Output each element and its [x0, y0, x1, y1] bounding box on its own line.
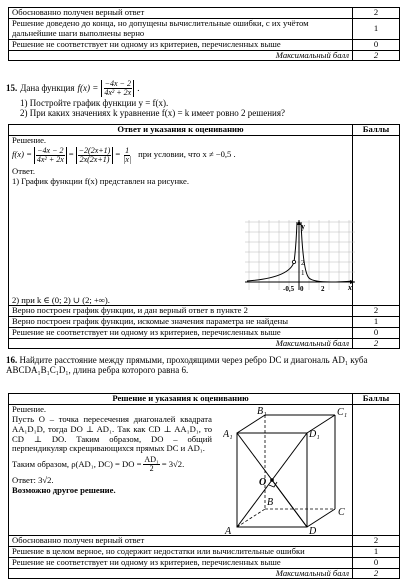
criterion-score: 0 — [353, 327, 400, 338]
criterion-text: Решение не соответствует ни одному из критериев, перечисленных выше — [9, 557, 353, 568]
max-score-value: 2 — [353, 50, 400, 61]
criterion-text: Решение в целом верное, но содержит недостатки или вычислительные ошибки — [9, 546, 353, 557]
table-row — [9, 546, 400, 557]
function-label: f(x) = — [77, 83, 99, 94]
solution-body: Пусть O – точка пересечения диагоналей квадрата AA₁D₁D, тогда DO ⊥ AD₁. Так как CD ⊥ AA₁D₁, то CD ⊥ DO. Таким образом, DO – общий перпендикуляр скрещивающихся прямых DC и AD₁. — [12, 413, 212, 454]
criterion-score: 0 — [353, 39, 400, 50]
criterion-score: 0 — [353, 557, 400, 568]
sol-f-label: f(x) = — [12, 149, 32, 160]
criterion-score: 1 — [353, 546, 400, 557]
criterion-score: 2 — [353, 535, 400, 546]
max-score-label: Максимальный балл — [9, 568, 353, 579]
criterion-score: 1 — [353, 18, 400, 39]
task15-table — [8, 124, 400, 349]
question-1: 1) Постройте график функции y = f(x). — [20, 98, 169, 108]
label-C: C — [338, 506, 345, 518]
table-row — [9, 316, 400, 327]
answer-1: 1) График функции f(x) представлен на рисунке. — [12, 175, 189, 186]
function-numerator: −4x − 2 — [104, 79, 131, 88]
solution-score-cell — [353, 404, 400, 535]
table-row — [9, 557, 400, 568]
x-tick-neg: -0,5 — [283, 284, 295, 292]
function-denominator: 4x² + 2x — [104, 88, 132, 97]
solution-label: Решение. — [12, 134, 47, 145]
function-abs — [101, 80, 134, 97]
criterion-text: Обоснованно получен верный ответ — [9, 535, 353, 546]
task-intro: Найдите расстояние между прямыми, проходящими через ребро DC и диагональ AD₁ куба ABCDA₁B₁C₁D₁, длина ребра которого равна 6. — [6, 355, 368, 376]
top-criteria-table — [8, 7, 400, 61]
label-A1: A₁ — [223, 428, 233, 440]
table-header-row — [9, 125, 400, 136]
criterion-text: Обоснованно получен верный ответ — [9, 8, 353, 19]
answer-2: 2) при k ∈ (0; 2) ∪ (2; +∞). — [12, 294, 110, 305]
task-number: 16. — [6, 355, 18, 365]
max-row — [9, 338, 400, 349]
max-score-value: 2 — [353, 338, 400, 349]
question-2: 2) При каких значениях k уравнение f(x) = k имеет ровно 2 решения? — [20, 108, 285, 119]
formula-num: AD₁ — [144, 455, 159, 465]
graph-branch-left-lower — [247, 262, 294, 281]
point-O — [270, 478, 274, 482]
max-row — [9, 50, 400, 61]
table-row — [9, 535, 400, 546]
solution-row — [9, 404, 400, 535]
y-tick-1: 1 — [301, 268, 305, 277]
distance-formula: Таким образом, ρ(AD₁, DC) = DO = — [12, 458, 142, 469]
x-axis-label: x — [348, 282, 352, 292]
x-tick-0: 0 — [300, 284, 304, 292]
x-tick-2: 2 — [321, 284, 325, 292]
table-header-row — [9, 394, 400, 405]
label-B1: B₁ — [257, 406, 267, 417]
answer: Ответ: 3√2. — [12, 475, 54, 486]
criterion-score: 2 — [353, 305, 400, 316]
other-solution-note: Возможно другое решение. — [12, 485, 116, 496]
task-number: 15. — [6, 83, 18, 94]
max-row — [9, 568, 400, 579]
max-score-label: Максимальный балл — [9, 50, 353, 61]
function-graph — [245, 220, 357, 292]
table-row — [9, 18, 400, 39]
solution-score-cell — [353, 135, 400, 305]
task-intro: Дана функция — [20, 83, 75, 94]
max-score-label: Максимальный балл — [9, 338, 353, 349]
task16-table — [8, 393, 400, 579]
task15-statement: 15. Дана функция f(x) = $\frac{-4x - 2}{\text{4x² + 2x}}$ . 1) Постройте график функции y = f(x). 2) При каких значениях k уравнение f(x) = k имеет ровно 2 решения? — [6, 80, 406, 119]
solution-cell — [9, 404, 353, 535]
sol-num-1: −4x − 2 — [37, 145, 64, 155]
header-score: Баллы — [353, 394, 400, 405]
answer-label: Ответ. — [12, 165, 36, 176]
formula-den: 2 — [149, 464, 154, 474]
label-D: D — [309, 525, 317, 535]
label-A: A — [225, 525, 232, 535]
label-O: O — [259, 476, 267, 488]
sol-num-2: −2(2x+1) — [78, 145, 111, 155]
label-D1: D₁ — [309, 428, 320, 440]
solution-cell: Решение. f(x) = $\frac{-4x - 2}{\text{4x² + 2x}}$ = $\frac{-2(2x+1)}{2x(2x+1)}$ = $\frac{1}{|x|}$ при условии, что x ≠ −0,5 . Ответ. 1) График функции f(x) представлен на рисунке. y x 2 1 -0,5 0 2 2) при k ∈ (0; 2) ∪ (2; +∞). — [9, 135, 353, 305]
header-score: Баллы — [353, 125, 400, 136]
table-row — [9, 327, 400, 338]
criterion-text: Верно построен график функции, искомые значения параметра не найдены — [9, 316, 353, 327]
solution-row — [9, 135, 400, 305]
table-row — [9, 8, 400, 19]
sol-condition: при условии, что x ≠ −0,5 . — [138, 149, 236, 160]
table-row — [9, 39, 400, 50]
label-C1: C₁ — [337, 406, 348, 418]
criterion-score: 1 — [353, 316, 400, 327]
header-solution: Решение и указания к оцениванию — [9, 394, 353, 405]
criterion-text: Решение не соответствует ни одному из критериев, перечисленных выше — [9, 39, 353, 50]
task16-statement — [6, 355, 404, 376]
punctured-point — [292, 260, 295, 263]
criterion-text: Решение не соответствует ни одному из критериев, перечисленных выше — [9, 327, 353, 338]
sol-den-2: 2x(2x+1) — [79, 154, 110, 164]
hidden-edges — [237, 415, 335, 527]
formula-result: = 3√2. — [161, 458, 185, 469]
criterion-text: Решение доведено до конца, но допущены вычислительные ошибки, с их учётом дальнейшие шаги выполнены верно — [9, 18, 353, 39]
y-axis-label: y — [301, 221, 305, 231]
cube-figure — [223, 407, 359, 535]
label-B: B — [267, 496, 274, 508]
criterion-score: 2 — [353, 8, 400, 19]
max-score-value: 2 — [353, 568, 400, 579]
solution-label: Решение. — [12, 403, 47, 414]
sol-den-1: 4x² + 2x — [36, 154, 64, 164]
criterion-text: Верно построен график функции, и дан верный ответ в пункте 2 — [9, 305, 353, 316]
sol-den-3: |x| — [123, 154, 132, 164]
header-answer: Ответ и указания к оцениванию — [9, 125, 353, 136]
sol-num-3: 1 — [125, 145, 130, 155]
y-tick-2: 2 — [301, 258, 305, 267]
table-row — [9, 305, 400, 316]
